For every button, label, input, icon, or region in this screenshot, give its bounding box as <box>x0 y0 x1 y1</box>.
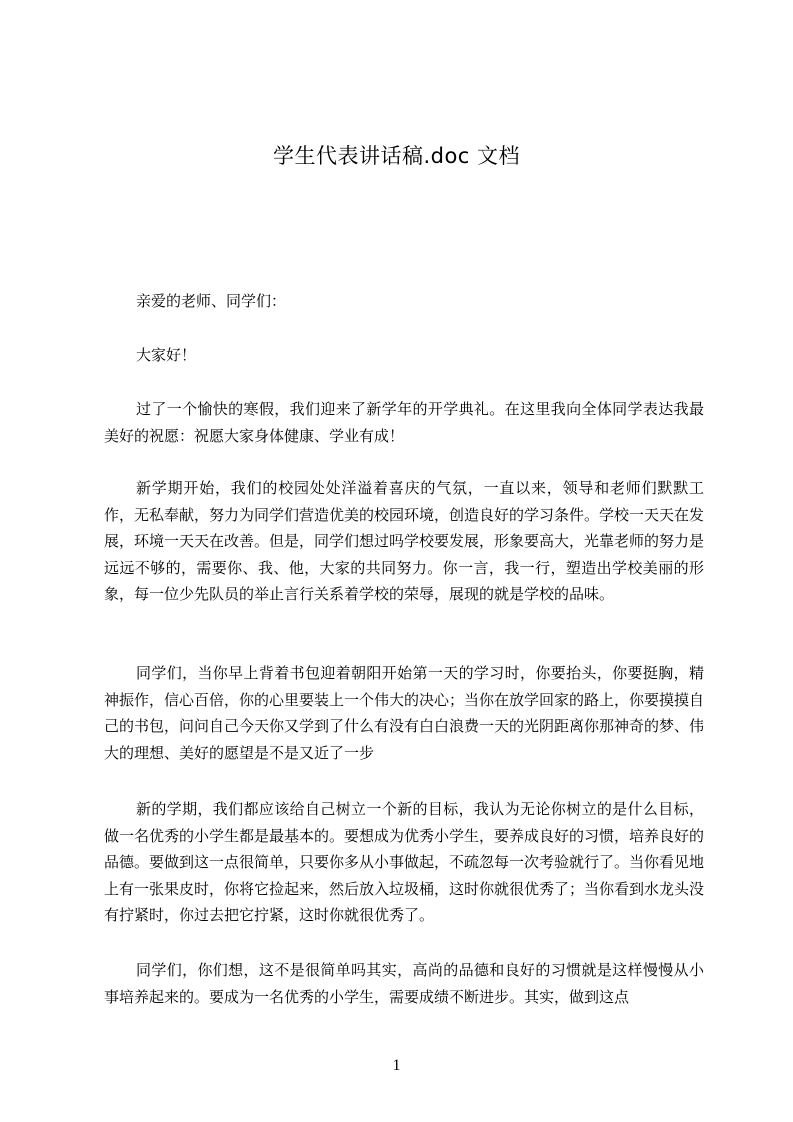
document-title: 学生代表讲话稿.doc 文档 <box>272 144 521 168</box>
paragraph: 过了一个愉快的寒假，我们迎来了新学年的开学典礼。在这里我向全体同学表达我最美好的祝愿：祝愿大家身体健康、学业有成！ <box>104 400 704 445</box>
paragraph: 新学期开始，我们的校园处处洋溢着喜庆的气氛，一直以来，领导和老师们默默工作，无私奉献，努力为同学们营造优美的校园环境，创造良好的学习条件。学校一天天在发展，环境一天天在改善。但是，同学们想过吗学校要发展，形象要高大，光靠老师的努力是远远不够的，需要你、我、他，大家的共同努力。你一言，我一行，塑造出学校美丽的形象，每一位少先队员的举止言行关系着学校的荣辱，展现的就是学校的品味。 <box>104 479 705 604</box>
greeting-hello: 大家好！ <box>136 346 197 364</box>
salutation: 亲爱的老师、同学们： <box>136 292 287 310</box>
paragraph: 同学们，你们想，这不是很简单吗其实，高尚的品德和良好的习惯就是这样慢慢从小事培养起来的。要成为一名优秀的小学生，需要成绩不断进步。其实，做到这点 <box>104 961 704 1006</box>
paragraph: 同学们，当你早上背着书包迎着朝阳开始第一天的学习时，你要抬头，你要挺胸，精神振作，信心百倍，你的心里要装上一个伟大的决心；当你在放学回家的路上，你要摸摸自己的书包，问问自己今天你又学到了什么有没有白白浪费一天的光阴距离你那神奇的梦、伟大的理想、美好的愿望是不是又近了一步 <box>104 664 705 762</box>
paragraph: 新的学期，我们都应该给自己树立一个新的目标，我认为无论你树立的是什么目标，做一名优秀的小学生都是最基本的。要想成为优秀小学生，要养成良好的习惯，培养良好的品德。要做到这一点很简单，只要你多从小事做起，不疏忽每一次考验就行了。当你看见地上有一张果皮时，你将它捡起来，然后放入垃圾桶，这时你就很优秀了；当你看到水龙头没有拧紧时，你过去把它拧紧，这时你就很优秀了。 <box>104 800 705 925</box>
page-number: 1 <box>392 1057 401 1074</box>
